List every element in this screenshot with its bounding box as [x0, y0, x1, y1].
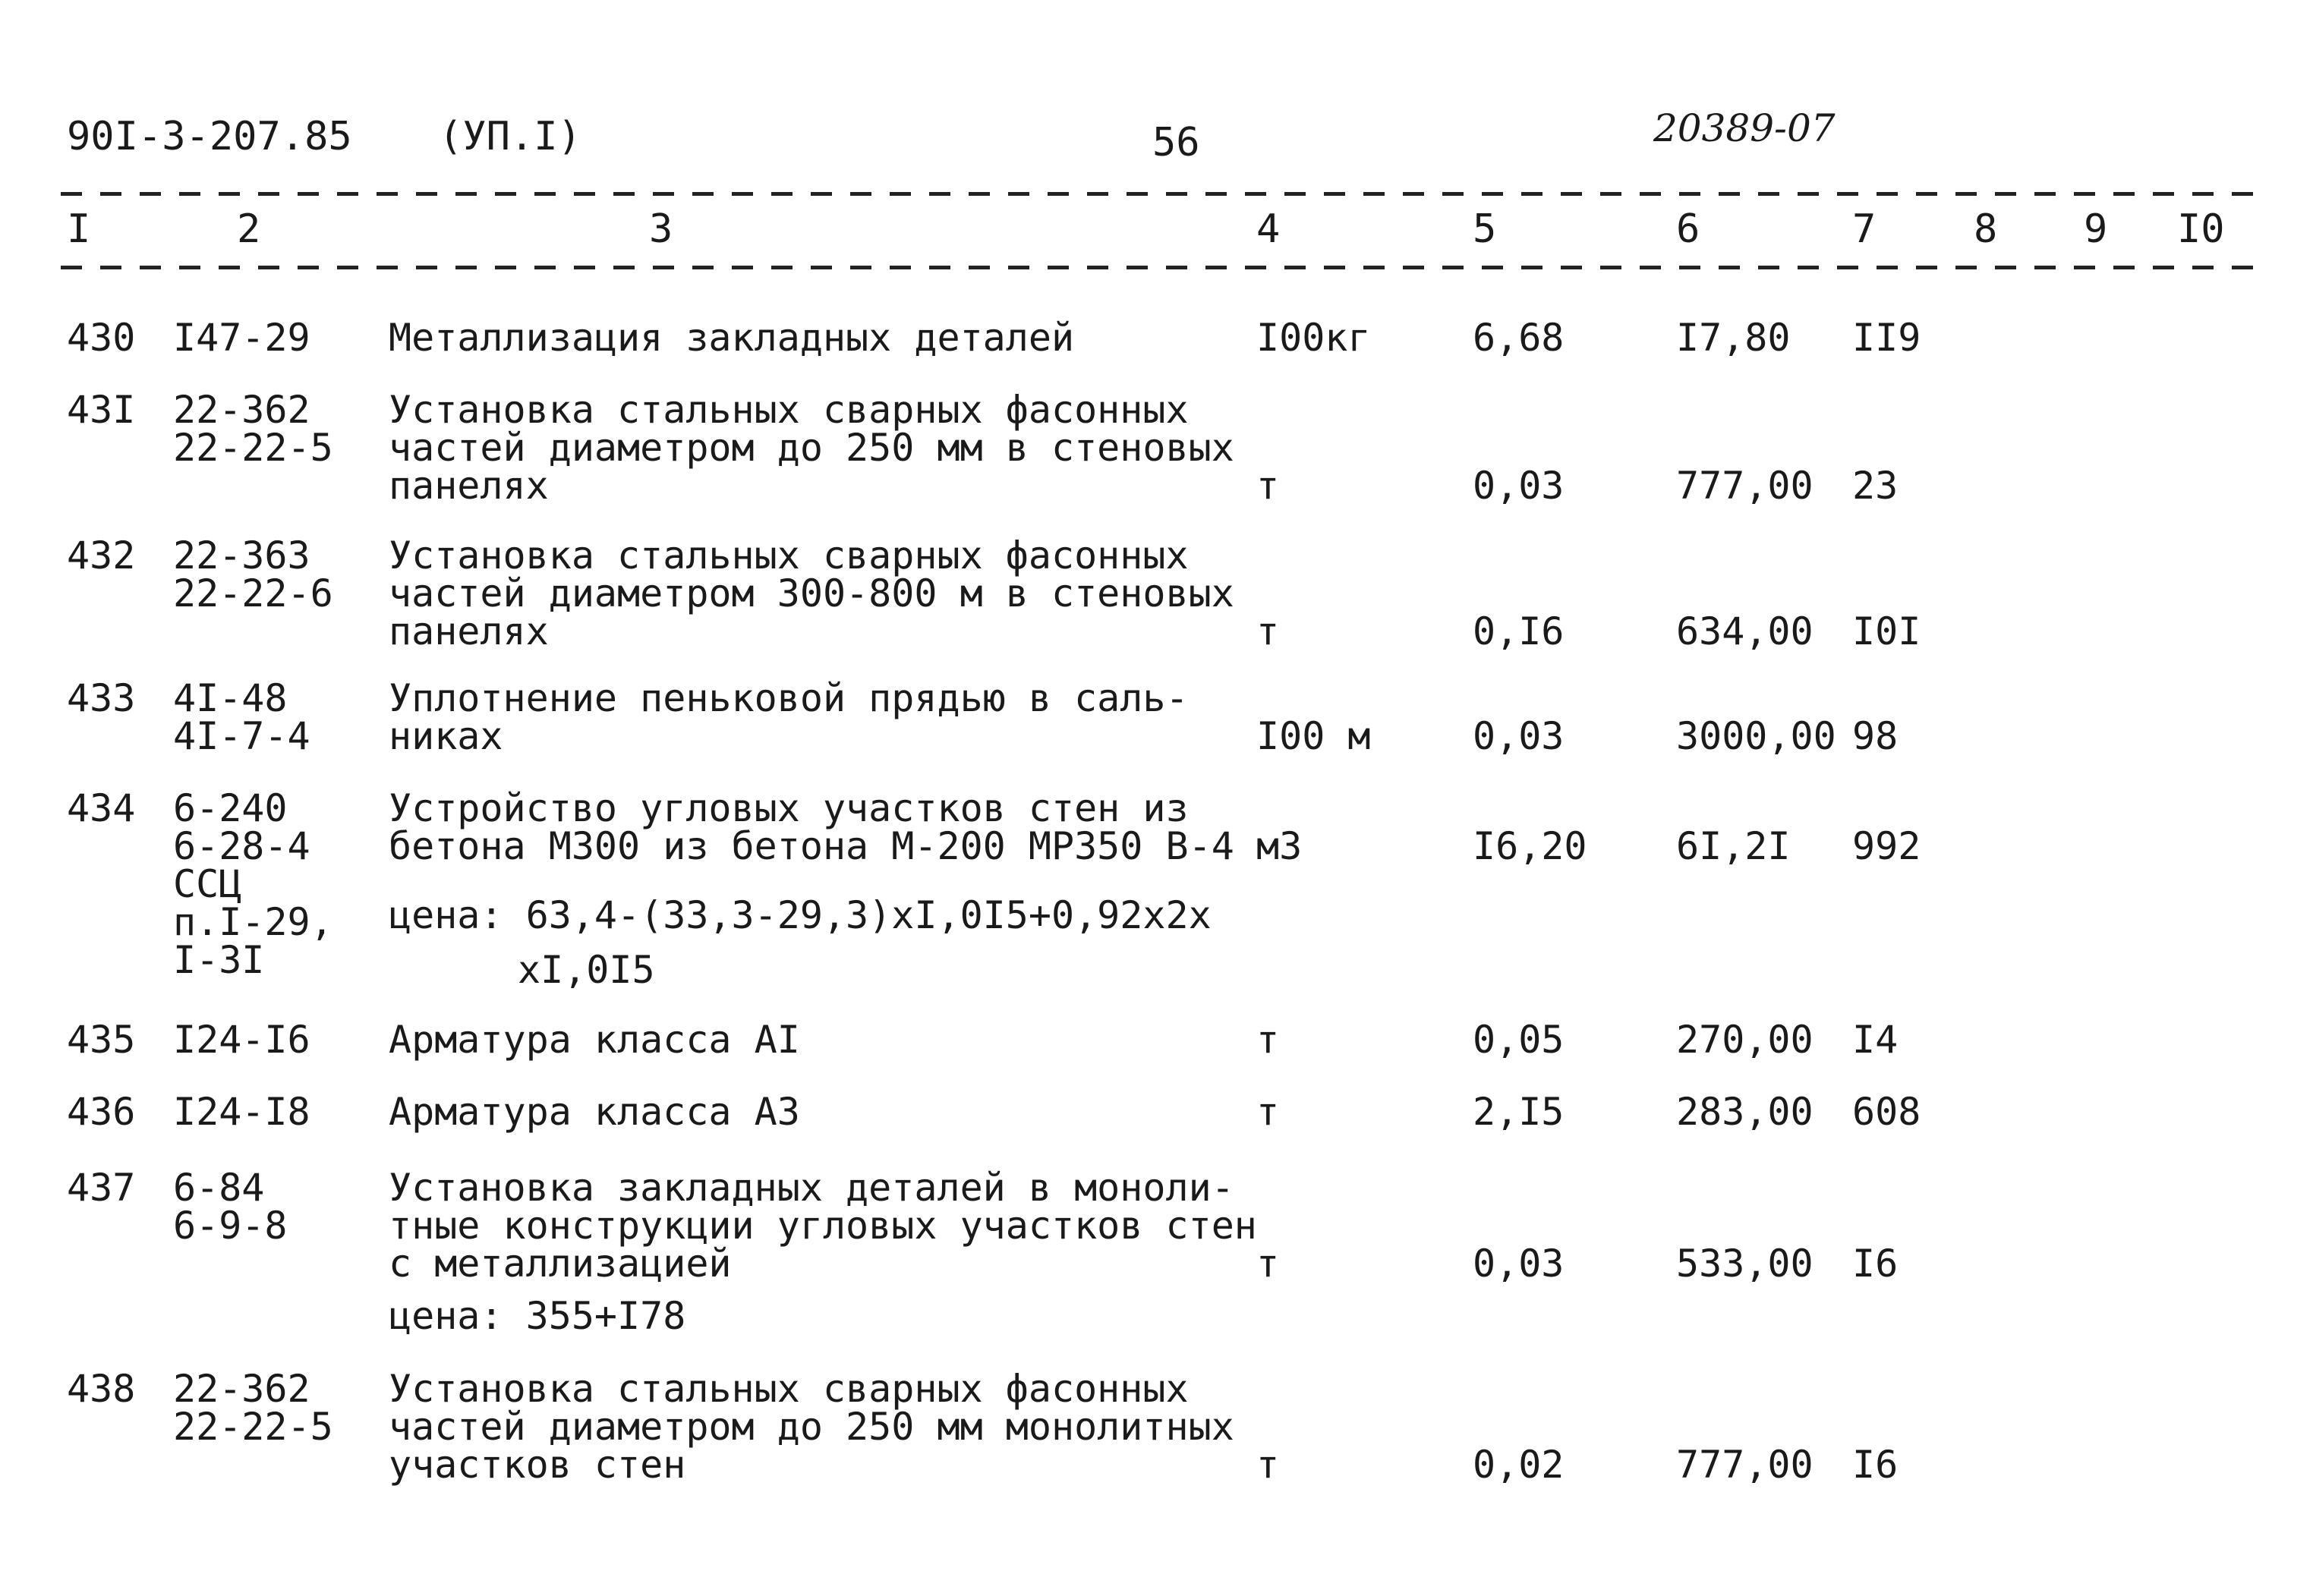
row-description: Уплотнение пеньковой прядью в саль- никах — [389, 676, 1189, 758]
row-total: I6 — [1852, 1443, 1899, 1487]
row-quantity: 0,02 — [1473, 1443, 1565, 1487]
row-unit: I00кг — [1256, 316, 1371, 360]
column-number: 5 — [1473, 206, 1497, 252]
column-number: I — [67, 206, 91, 252]
row-number: 435 — [67, 1018, 136, 1062]
row-description: Установка закладных деталей в моноли- тные конструкции угловых участков стен с металлизацией — [389, 1166, 1257, 1286]
row-unit-price: 283,00 — [1676, 1090, 1814, 1134]
row-codes: I24-I8 — [173, 1090, 310, 1134]
doc-number-handwritten: 20389-07 — [1653, 106, 1836, 150]
column-number: I0 — [2177, 206, 2225, 252]
document-code: 90I-3-207.85 — [67, 114, 352, 159]
column-number: 4 — [1256, 206, 1281, 252]
row-total: I4 — [1852, 1018, 1899, 1062]
row-unit: т — [1256, 609, 1280, 653]
header-rule-bottom — [61, 266, 2262, 269]
row-unit-price: I7,80 — [1676, 316, 1791, 360]
row-unit-price: 270,00 — [1676, 1018, 1814, 1062]
row-description: Арматура класса А3 — [389, 1090, 800, 1134]
row-unit: м3 — [1256, 824, 1303, 868]
row-quantity: 0,03 — [1473, 714, 1565, 758]
row-total: I6 — [1852, 1242, 1899, 1286]
row-codes: 6-84 6-9-8 — [173, 1166, 288, 1248]
row-description: Установка стальных сварных фасонных частей диаметром до 250 мм в стеновых панелях — [389, 388, 1234, 508]
row-codes: I24-I6 — [173, 1018, 310, 1062]
row-unit-price: 777,00 — [1676, 1443, 1814, 1487]
column-number: 7 — [1852, 206, 1877, 252]
row-unit-price: 777,00 — [1676, 464, 1814, 508]
row-unit-price: 3000,00 — [1676, 714, 1836, 758]
row-description: Металлизация закладных деталей — [389, 316, 1075, 360]
row-description: Установка стальных сварных фасонных частей диаметром до 250 мм монолитных участков стен — [389, 1367, 1234, 1487]
row-total: 608 — [1852, 1090, 1921, 1134]
row-quantity: 0,I6 — [1473, 609, 1565, 653]
row-description: Установка стальных сварных фасонных частей диаметром 300-800 м в стеновых панелях — [389, 534, 1234, 653]
row-total: 992 — [1852, 824, 1921, 868]
row-unit: I00 м — [1256, 714, 1371, 758]
row-unit: т — [1256, 1443, 1280, 1487]
row-unit-price: 533,00 — [1676, 1242, 1814, 1286]
row-quantity: I6,20 — [1473, 824, 1587, 868]
row-quantity: 0,03 — [1473, 1242, 1565, 1286]
row-number: 433 — [67, 676, 136, 720]
row-codes: I47-29 — [173, 316, 310, 360]
column-number: 3 — [649, 206, 673, 252]
row-number: 434 — [67, 786, 136, 830]
row-total: 98 — [1852, 714, 1899, 758]
column-number: 8 — [1974, 206, 1998, 252]
row-quantity: 6,68 — [1473, 316, 1565, 360]
price-calculation-note: цена: 355+I78 — [389, 1294, 686, 1338]
header-rule-top — [61, 192, 2262, 196]
row-unit: т — [1256, 1090, 1280, 1134]
row-total: I0I — [1852, 609, 1921, 653]
row-unit-price: 6I,2I — [1676, 824, 1791, 868]
column-number: 9 — [2084, 206, 2108, 252]
row-description: Арматура класса АI — [389, 1018, 800, 1062]
row-codes: 22-362 22-22-5 — [173, 1367, 333, 1449]
row-codes: 4I-48 4I-7-4 — [173, 676, 310, 758]
row-unit: т — [1256, 1242, 1280, 1286]
page-number: 56 — [1152, 120, 1200, 165]
row-quantity: 2,I5 — [1473, 1090, 1565, 1134]
row-total: 23 — [1852, 464, 1899, 508]
row-description: Устройство угловых участков стен из бетона М300 из бетона М-200 МР350 В-4 — [389, 786, 1234, 868]
row-number: 436 — [67, 1090, 136, 1134]
row-unit-price: 634,00 — [1676, 609, 1814, 653]
column-number: 6 — [1676, 206, 1700, 252]
row-number: 438 — [67, 1367, 136, 1411]
row-codes: 22-362 22-22-5 — [173, 388, 333, 470]
row-number: 437 — [67, 1166, 136, 1210]
column-number: 2 — [237, 206, 261, 252]
album-number: (УП.I) — [439, 114, 581, 159]
row-quantity: 0,03 — [1473, 464, 1565, 508]
row-codes: 22-363 22-22-6 — [173, 534, 333, 615]
row-number: 43I — [67, 388, 136, 432]
row-codes: 6-240 6-28-4 ССЦ п.I-29, I-3I — [173, 786, 333, 982]
row-number: 430 — [67, 316, 136, 360]
row-unit: т — [1256, 1018, 1280, 1062]
row-unit: т — [1256, 464, 1280, 508]
row-number: 432 — [67, 534, 136, 578]
row-total: II9 — [1852, 316, 1921, 360]
price-calculation-note: цена: 63,4-(33,3-29,3)хI,0I5+0,92х2х хI,0I5 — [389, 893, 1212, 992]
row-quantity: 0,05 — [1473, 1018, 1565, 1062]
